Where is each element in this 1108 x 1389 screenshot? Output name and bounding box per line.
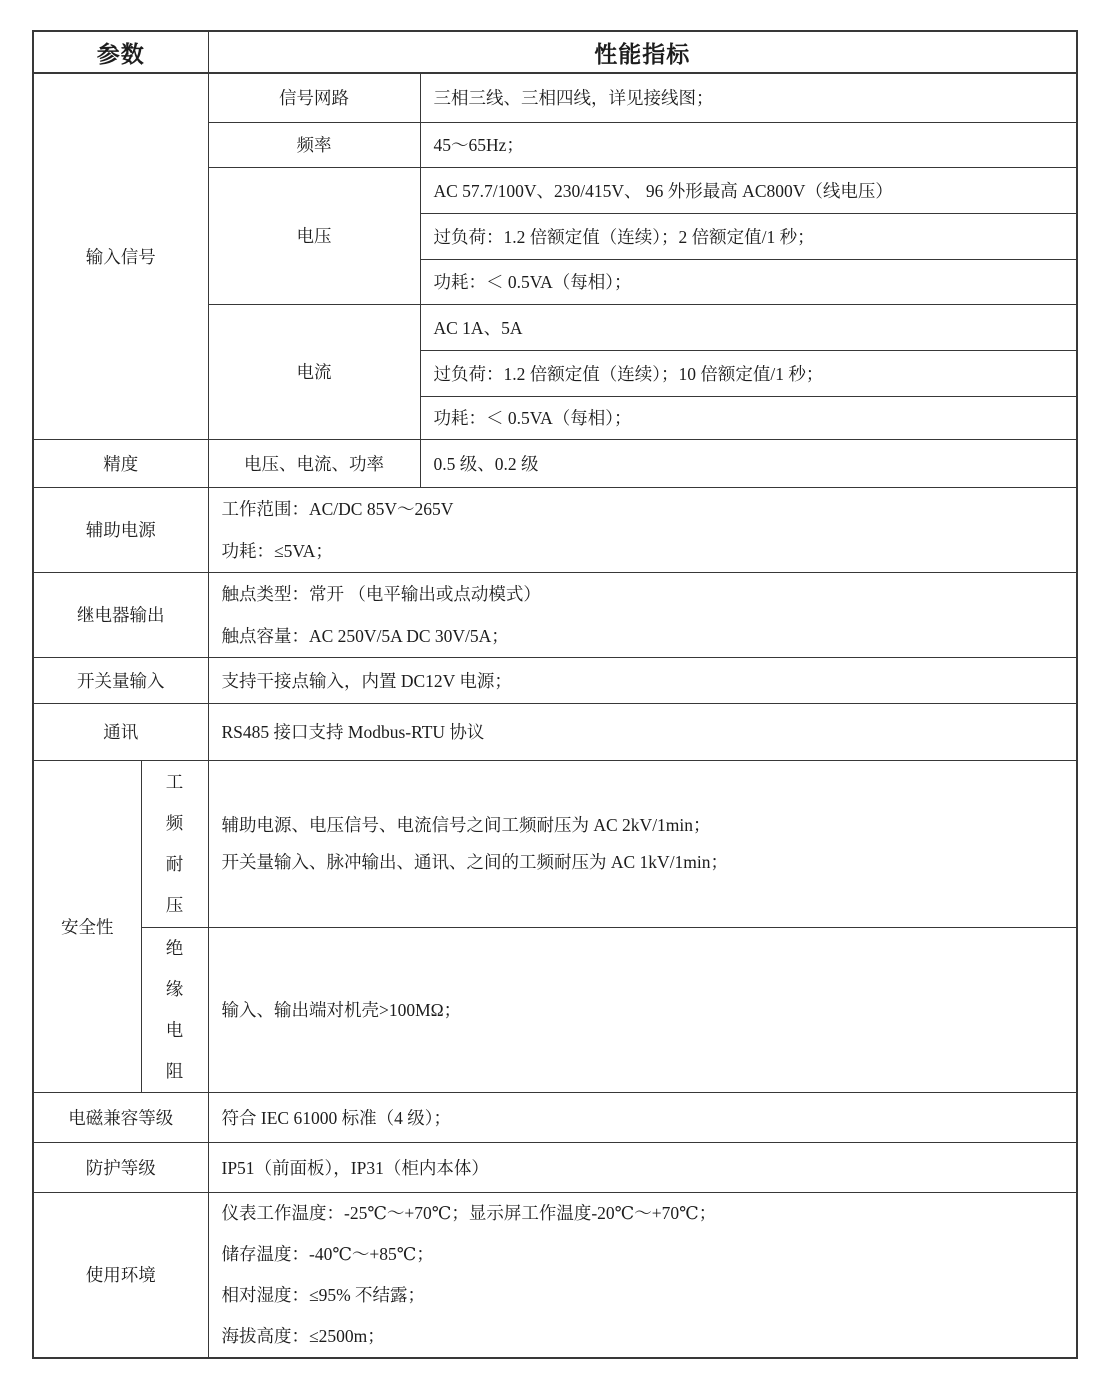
environment-line-4: 海拔高度：≤2500m； — [221, 1325, 385, 1346]
value-voltage-overload: 过负荷：1.2 倍额定值（连续）；2 倍额定值/1 秒； — [420, 213, 1077, 259]
row-relay-output — [33, 572, 1077, 657]
value-aux-power — [208, 487, 1077, 572]
value-current-consumption: 功耗：＜ 0.5VA（每相）； — [420, 396, 1077, 439]
value-accuracy: 0.5 级、0.2 级 — [420, 439, 1077, 487]
value-insulation-resistance: 输入、输出端对机壳>100MΩ； — [208, 927, 1077, 1092]
header-row — [33, 31, 1077, 73]
row-emc — [33, 1092, 1077, 1142]
value-voltage-consumption: 功耗：＜ 0.5VA（每相）； — [420, 259, 1077, 304]
row-digital-input — [33, 657, 1077, 703]
row-aux-power — [33, 487, 1077, 572]
aux-power-line-2: 功耗：≤5VA； — [221, 540, 333, 561]
row-accuracy — [33, 439, 1077, 487]
sub-label-insulation-resistance — [141, 927, 208, 1092]
environment-line-2: 储存温度：-40℃～+85℃； — [221, 1243, 434, 1264]
value-communication: RS485 接口支持 Modbus-RTU 协议 — [208, 703, 1077, 760]
header-cell-spec: 性能指标 — [208, 31, 1077, 73]
param-label-aux-power: 辅助电源 — [33, 487, 208, 572]
value-current-range: AC 1A、5A — [420, 304, 1077, 350]
sub-label-signal-network: 信号网路 — [208, 73, 420, 122]
withstand-char-4: 压 — [165, 894, 184, 915]
insulation-char-2: 缘 — [165, 978, 184, 999]
sub-label-voltage: 电压 — [208, 167, 420, 304]
withstand-char-3: 耐 — [165, 853, 184, 874]
row-safety-insulation — [33, 927, 1077, 1092]
param-label-input-signal: 输入信号 — [33, 73, 208, 439]
param-label-accuracy: 精度 — [33, 439, 208, 487]
withstand-line-2: 开关量输入、脉冲输出、通讯、之间的工频耐压为 AC 1kV/1min； — [221, 851, 729, 872]
param-label-safety: 安全性 — [33, 760, 141, 1092]
withstand-line-1: 辅助电源、电压信号、电流信号之间工频耐压为 AC 2kV/1min； — [221, 814, 711, 835]
environment-line-3: 相对湿度：≤95% 不结露； — [221, 1284, 426, 1305]
value-voltage-range: AC 57.7/100V、230/415V、 96 外形最高 AC800V（线电压） — [420, 167, 1077, 213]
sub-label-power-freq-withstand — [141, 760, 208, 927]
value-signal-network: 三相三线、三相四线，详见接线图； — [420, 73, 1077, 122]
value-protection: IP51（前面板），IP31（柜内本体） — [208, 1142, 1077, 1192]
row-communication — [33, 703, 1077, 760]
sub-label-current: 电流 — [208, 304, 420, 439]
param-label-communication: 通讯 — [33, 703, 208, 760]
insulation-char-4: 阻 — [165, 1060, 184, 1081]
value-environment — [208, 1192, 1077, 1358]
param-label-environment: 使用环境 — [33, 1192, 208, 1358]
withstand-char-1: 工 — [165, 771, 184, 792]
sub-label-frequency: 频率 — [208, 122, 420, 167]
spec-table — [32, 30, 1078, 1359]
relay-output-line-2: 触点容量：AC 250V/5A DC 30V/5A； — [221, 625, 509, 646]
insulation-char-3: 电 — [165, 1019, 184, 1040]
value-digital-input: 支持干接点输入，内置 DC12V 电源； — [208, 657, 1077, 703]
row-signal-network — [33, 73, 1077, 122]
aux-power-line-1: 工作范围：AC/DC 85V～265V — [221, 498, 454, 519]
header-cell-param: 参数 — [33, 31, 208, 73]
relay-output-line-1: 触点类型：常开 （电平输出或点动模式） — [221, 583, 541, 604]
param-label-digital-input: 开关量输入 — [33, 657, 208, 703]
row-environment — [33, 1192, 1077, 1358]
value-power-freq-withstand — [208, 760, 1077, 927]
sub-label-accuracy-scope: 电压、电流、功率 — [208, 439, 420, 487]
value-relay-output — [208, 572, 1077, 657]
environment-line-1: 仪表工作温度：-25℃～+70℃；显示屏工作温度-20℃～+70℃； — [221, 1202, 717, 1223]
param-label-relay-output: 继电器输出 — [33, 572, 208, 657]
insulation-char-1: 绝 — [165, 937, 184, 958]
value-emc: 符合 IEC 61000 标准（4 级）； — [208, 1092, 1077, 1142]
withstand-char-2: 频 — [165, 812, 184, 833]
value-frequency: 45～65Hz； — [420, 122, 1077, 167]
param-label-protection: 防护等级 — [33, 1142, 208, 1192]
row-protection — [33, 1142, 1077, 1192]
param-label-emc: 电磁兼容等级 — [33, 1092, 208, 1142]
value-current-overload: 过负荷：1.2 倍额定值（连续）；10 倍额定值/1 秒； — [420, 350, 1077, 396]
row-safety-withstand — [33, 760, 1077, 927]
